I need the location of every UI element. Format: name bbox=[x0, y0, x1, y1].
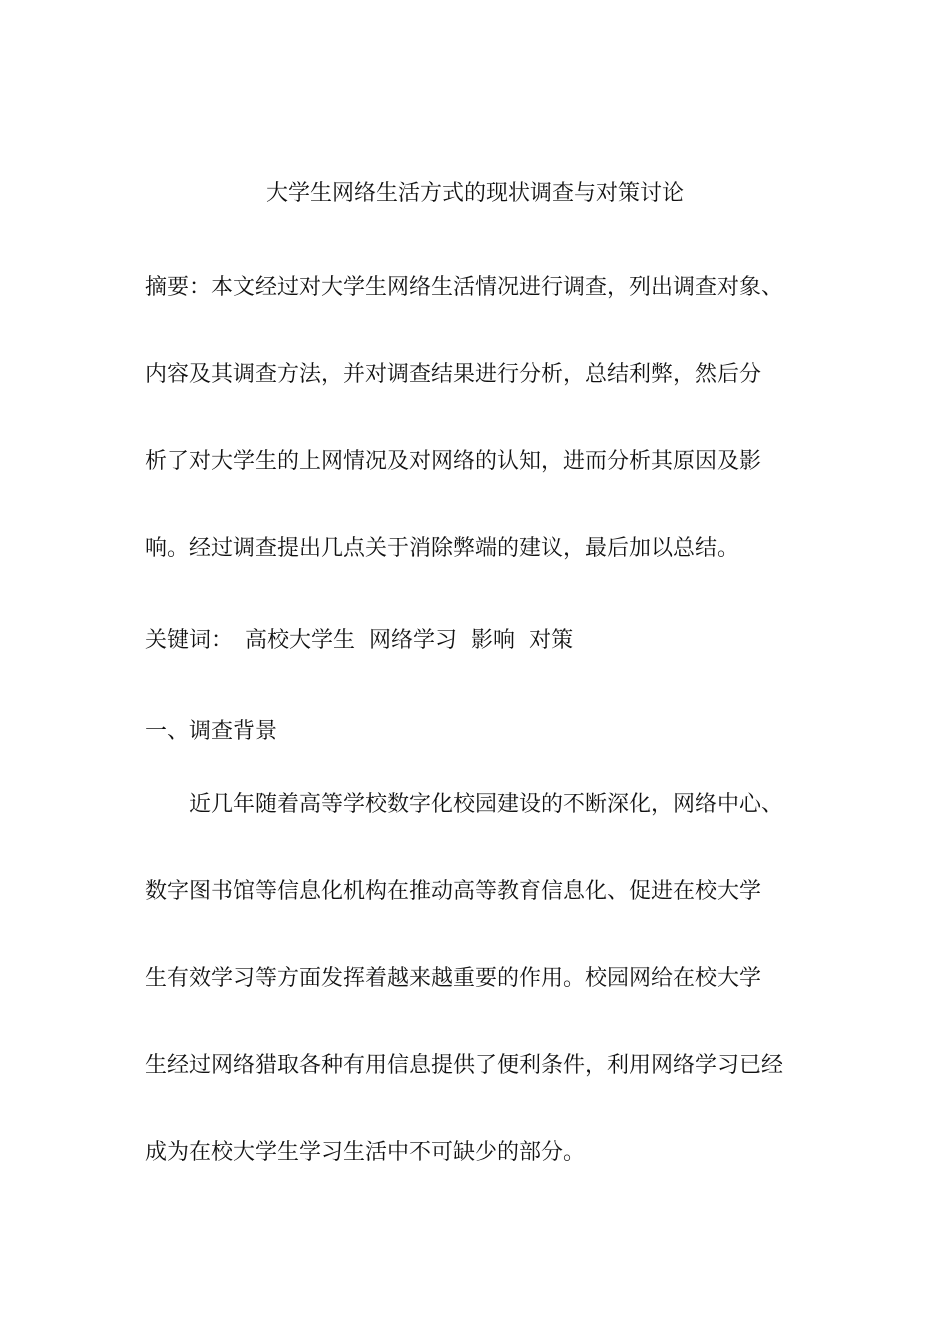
body-line-5: 成为在校大学生学习生活中不可缺少的部分。 bbox=[145, 1140, 586, 1165]
keywords-line bbox=[145, 625, 573, 657]
body-line-1: 近几年随着高等学校数字化校园建设的不断深化，网络中心、 bbox=[189, 792, 784, 817]
keyword-item: 高校大学生 bbox=[245, 628, 356, 653]
abstract-line-3: 析了对大学生的上网情况及对网络的认知，进而分析其原因及影 bbox=[145, 449, 762, 474]
body-line-4: 生经过网络猎取各种有用信息提供了便利条件，利用网络学习已经 bbox=[145, 1053, 784, 1078]
abstract-line-2: 内容及其调查方法，并对调查结果进行分析，总结利弊，然后分 bbox=[145, 362, 762, 387]
body-line-3: 生有效学习等方面发挥着越来越重要的作用。校园网给在校大学 bbox=[145, 966, 762, 991]
body-line-2: 数字图书馆等信息化机构在推动高等教育信息化、促进在校大学 bbox=[145, 879, 762, 904]
keywords-label: 关键词： bbox=[145, 628, 234, 653]
document-title: 大学生网络生活方式的现状调查与对策讨论 bbox=[265, 181, 684, 206]
abstract-line-1: 摘要：本文经过对大学生网络生活情况进行调查，列出调查对象、 bbox=[145, 275, 784, 300]
keyword-item: 网络学习 bbox=[369, 628, 458, 653]
keyword-item: 影响 bbox=[471, 628, 516, 653]
section-heading: 一、调查背景 bbox=[145, 719, 278, 744]
keyword-item: 对策 bbox=[529, 628, 574, 653]
abstract-line-4: 响。经过调查提出几点关于消除弊端的建议，最后加以总结。 bbox=[145, 536, 740, 561]
